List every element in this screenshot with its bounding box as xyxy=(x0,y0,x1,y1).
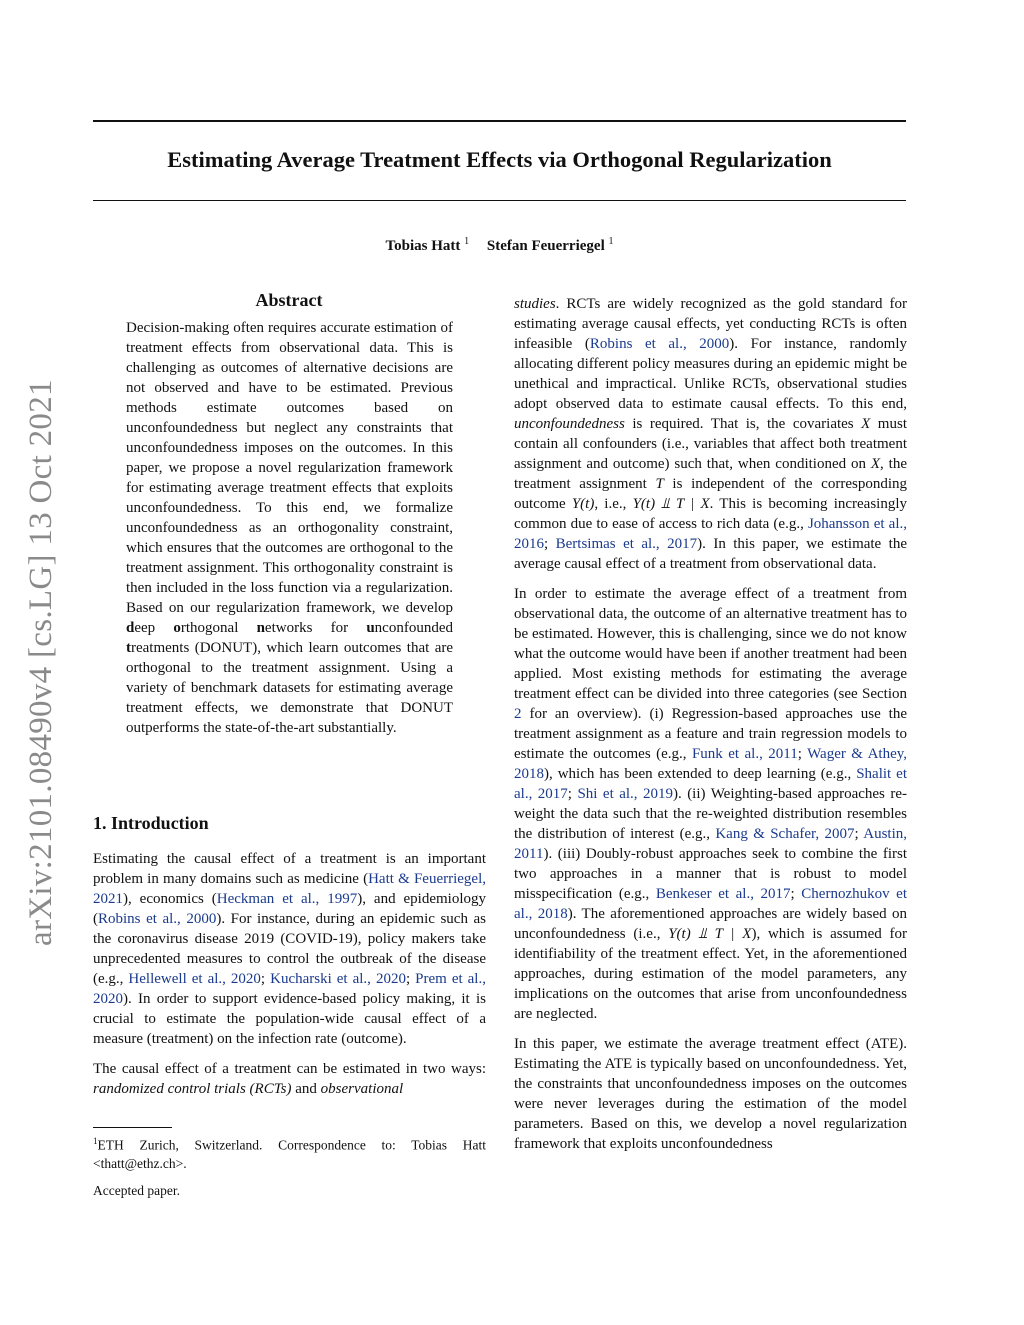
footnote: $^1$ETH Zurich, Switzerland. Correspondence to: Tobias Hatt <thatt@ethz.ch>. xyxy=(93,1136,486,1171)
citation-link[interactable]: Benkeser et al., 2017 xyxy=(655,886,791,902)
citation-link[interactable]: Shalit et al., 2017 xyxy=(514,766,908,802)
citation-link[interactable]: Wager & Athey, 2018 xyxy=(514,746,907,782)
author-affiliation-mark: 1 xyxy=(608,236,614,247)
citation-link[interactable]: Hatt & Feuerriegel, 2021 xyxy=(93,871,486,907)
paragraph: In order to estimate the average effect of a treatment from observational data, the outcome of an alternative treatment has to be estimated. However, this is challenging, since we do not know what the outcome would have been if another treatment had been applied. Most existing methods for estimating the average treatment effect can be divided into three categories (see Section 2 for an overview). (i) Regression-based approaches use the treatment assignment as a feature and train regression models to estimate the outcomes (e.g., Funk et al., 2011; Wager & Athey, 2018), which has been extended to deep learning (e.g., Shalit et al., 2017; Shi et al., 2019). (ii) Weighting-based approaches re-weight the data such that the re-weighted distribution resembles the distribution of interest (e.g., Kang & Schafer, 2007; Austin, 2011). (iii) Doubly-robust approaches seek to combine the first two approaches in a manner that is robust to model misspecification (e.g., Benkeser et al., 2017; Chernozhukov et al., 2018). The aforementioned approaches are widely based on unconfoundedness (i.e., Y(t) ⫫ T | X), which is assumed for identifiability of the treatment effect. Yet, in the aforementioned approaches, during estimation of the model parameters, any implications on the outcomes that arise from unconfoundedness are neglected. xyxy=(514,586,908,1022)
citation-link[interactable]: Robins et al., 2000 xyxy=(589,336,730,352)
citation-link[interactable]: Austin, 2011 xyxy=(514,826,907,862)
citation-link[interactable]: Funk et al., 2011 xyxy=(691,746,798,762)
author-name: Tobias Hatt xyxy=(385,238,461,254)
footnote-rule xyxy=(93,1127,172,1128)
paragraph: Estimating the causal effect of a treatment is an important problem in many domains such as medicine (Hatt & Feuerriegel, 2021), economics (Heckman et al., 1997), and epidemiology (Robins et al., 2000). For instance, during an epidemic such as the coronavirus disease 2019 (COVID-19), policy makers take unprecedented measures to control the outbreak of the disease (e.g., Hellewell et al., 2020; Kucharski et al., 2020; Prem et al., 2020). In order to support evidence-based policy making, it is crucial to estimate the population-wide causal effect of a measure (treatment) on the infection rate (outcome). xyxy=(93,851,487,1047)
accepted-paper-note: Accepted paper. xyxy=(93,1183,180,1198)
paragraph: studies. RCTs are widely recognized as the gold standard for estimating average causal effects, yet conducting RCTs is often infeasible (Robins et al., 2000). For instance, randomly allocating different policy measures during an epidemic might be unethical and impractical. Unlike RCTs, observational studies adopt observed data to estimate causal effects. To this end, unconfoundedness is required. That is, the covariates X must contain all confounders (i.e., variables that affect both treatment assignment and outcome) such that, when conditioned on X, the treatment assignment T is independent of the corresponding outcome Y(t), i.e., Y(t) ⫫ T | X. This is becoming increasingly common due to ease of access to rich data (e.g., Johansson et al., 2016; Bertsimas et al., 2017). In this paper, we estimate the average causal effect of a treatment from observational data. xyxy=(514,296,908,572)
citation-link[interactable]: Kang & Schafer, 2007 xyxy=(715,826,855,842)
section-heading-introduction: 1. Introduction xyxy=(93,813,209,833)
right-column-body xyxy=(514,294,907,1164)
title-bottom-rule xyxy=(93,200,906,201)
arxiv-side-stamp: arXiv:2101.08490v4 [cs.LG] 13 Oct 2021 xyxy=(23,379,59,946)
citation-link[interactable]: Shi et al., 2019 xyxy=(577,786,673,802)
paragraph: The causal effect of a treatment can be estimated in two ways: randomized control trials (RCTs) and observational xyxy=(93,1061,486,1097)
author-affiliation-mark: 1 xyxy=(464,236,470,247)
citation-link[interactable]: Bertsimas et al., 2017 xyxy=(555,536,698,552)
citation-link[interactable]: Kucharski et al., 2020 xyxy=(270,971,406,987)
paragraph: In this paper, we estimate the average treatment effect (ATE). Estimating the ATE is typically based on unconfoundedness. Yet, the constraints that unconfoundedness imposes on the outcomes were never leverages during the estimation of the model parameters. Based on this, we develop a novel regularization framework that exploits unconfoundedness xyxy=(514,1036,907,1152)
author-line xyxy=(93,236,906,255)
citation-link[interactable]: Chernozhukov et al., 2018 xyxy=(514,886,908,922)
paper-title: Estimating Average Treatment Effects via Orthogonal Regularization xyxy=(167,147,832,172)
abstract-body: Decision-making often requires accurate estimation of treatment effects from observational data. This is challenging as outcomes of alternative decisions are not observed and have to be estimated. Previous methods estimate outcomes based on unconfoundedness but neglect any constraints that unconfoundedness imposes on the outcomes. In this paper, we propose a novel regularization framework for estimating average treatment effects that exploits unconfoundedness. To this end, we formalize unconfoundedness as an orthogonality constraint, which ensures that the outcomes are orthogonal to the treatment assignment. This orthogonality constraint is then included in the loss function via a regularization. Based on our regularization framework, we develop deep orthogonal networks for unconfounded treatments (DONUT), which learn outcomes that are orthogonal to the treatment assignment. Using a variety of benchmark datasets for estimating average treatment effects, we demonstrate that DONUT outperforms the state-of-the-art substantially. xyxy=(126,320,453,736)
citation-link[interactable]: Prem et al., 2020 xyxy=(93,971,486,1007)
abstract-heading: Abstract xyxy=(255,290,323,310)
title-top-rule xyxy=(93,120,906,122)
citation-link[interactable]: Heckman et al., 1997 xyxy=(216,891,358,907)
left-column-body xyxy=(93,849,486,1109)
citation-link[interactable]: Hellewell et al., 2020 xyxy=(128,971,261,987)
citation-link[interactable]: Johansson et al., 2016 xyxy=(514,516,907,552)
section-link[interactable]: 2 xyxy=(514,706,522,722)
citation-link[interactable]: Robins et al., 2000 xyxy=(98,911,217,927)
author-name: Stefan Feuerriegel xyxy=(486,238,605,254)
